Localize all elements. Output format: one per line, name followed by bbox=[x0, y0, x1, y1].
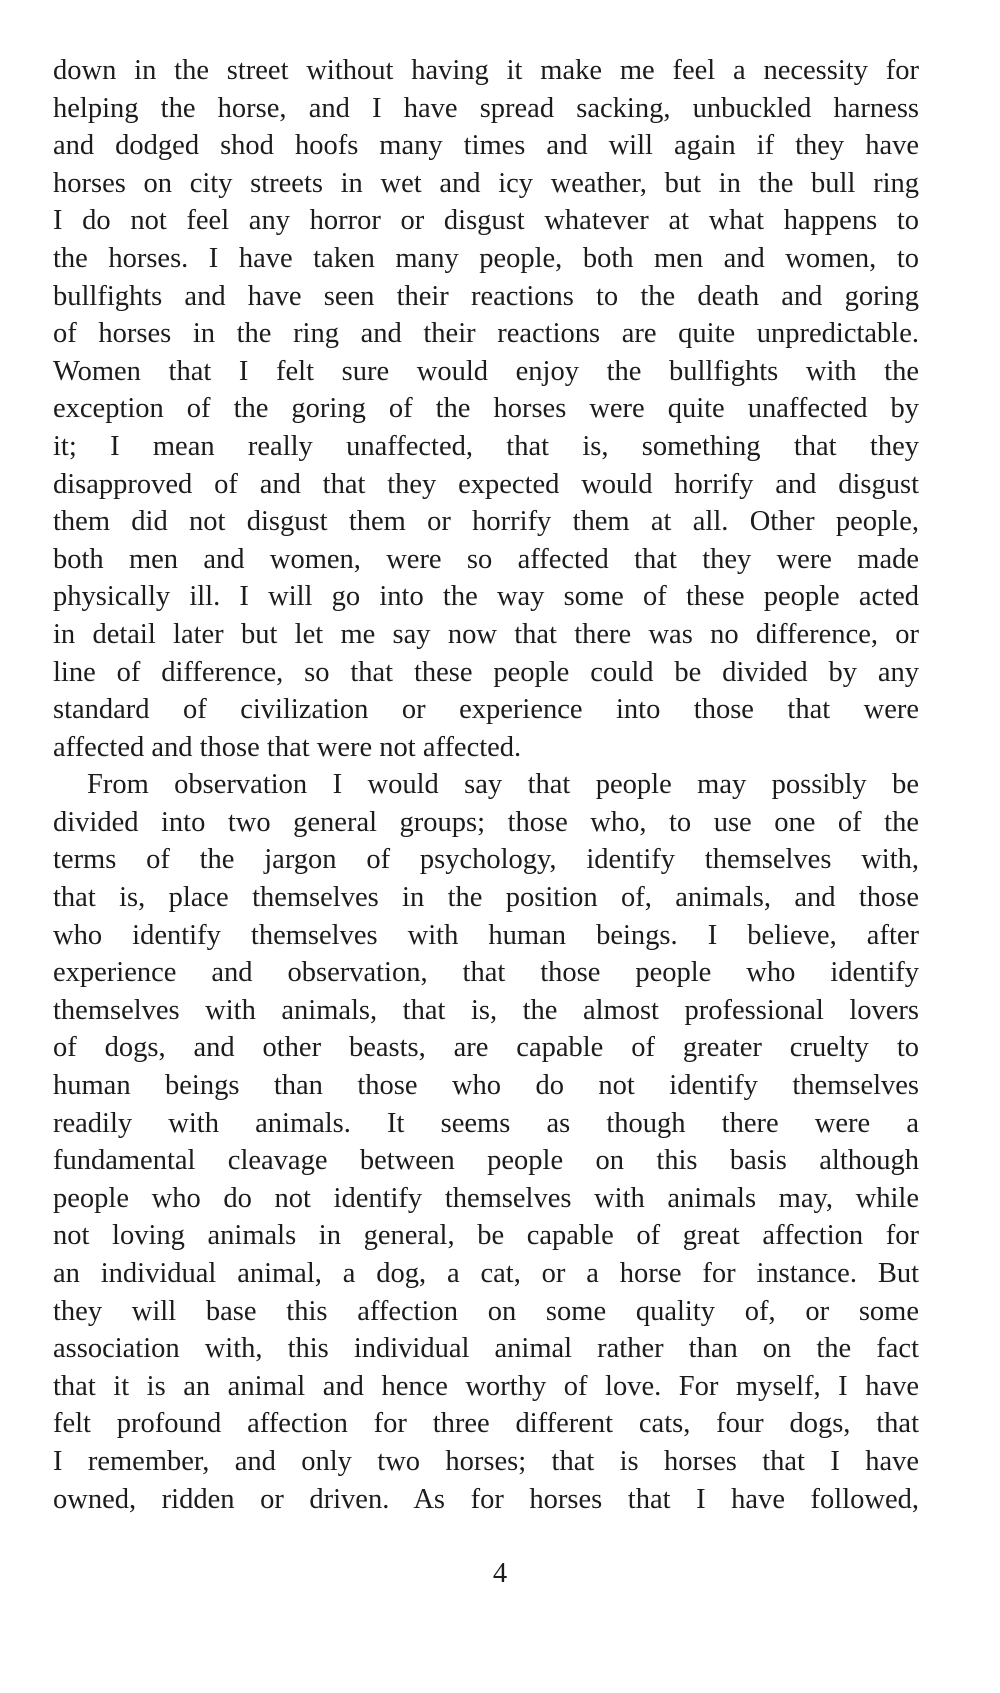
text-line: felt profound affection for three different cats, four dogs, that bbox=[53, 1408, 919, 1440]
text-line: horses on city streets in wet and icy weather, but in the bull ring bbox=[53, 167, 919, 199]
text-line: them did not disgust them or horrify them at all. Other people, bbox=[53, 506, 919, 538]
text-line: divided into two general groups; those who, to use one of the bbox=[53, 806, 919, 838]
text-line: association with, this individual animal rather than on the fact bbox=[53, 1333, 919, 1365]
text-line: themselves with animals, that is, the almost professional lovers bbox=[53, 994, 919, 1026]
text-line: owned, ridden or driven. As for horses that I have followed, bbox=[53, 1483, 919, 1515]
text-line: I do not feel any horror or disgust whatever at what happens to bbox=[53, 205, 919, 237]
text-line: of dogs, and other beasts, are capable of greater cruelty to bbox=[53, 1032, 919, 1064]
text-line: fundamental cleavage between people on this basis although bbox=[53, 1145, 919, 1177]
text-line: I remember, and only two horses; that is horses that I have bbox=[53, 1445, 919, 1477]
text-line: not loving animals in general, be capable of great affection for bbox=[53, 1220, 919, 1252]
text-line: readily with animals. It seems as though there were a bbox=[53, 1107, 919, 1139]
text-line: that it is an animal and hence worthy of love. For myself, I have bbox=[53, 1370, 919, 1402]
page-number: 4 bbox=[492, 1558, 508, 1589]
text-line: line of difference, so that these people could be divided by any bbox=[53, 656, 919, 688]
text-line: helping the horse, and I have spread sacking, unbuckled harness bbox=[53, 92, 919, 124]
text-line: and dodged shod hoofs many times and will again if they have bbox=[53, 130, 919, 162]
text-line: affected and those that were not affected. bbox=[53, 731, 522, 763]
text-line: who identify themselves with human beings. I believe, after bbox=[53, 919, 919, 951]
paragraph bbox=[53, 766, 919, 1518]
text-line: both men and women, were so affected that they were made bbox=[53, 543, 919, 575]
text-line: the horses. I have taken many people, both men and women, to bbox=[53, 242, 919, 274]
text-line: in detail later but let me say now that there was no difference, or bbox=[53, 618, 919, 650]
text-line: of horses in the ring and their reactions are quite unpredictable. bbox=[53, 318, 919, 350]
text-line: people who do not identify themselves with animals may, while bbox=[53, 1182, 919, 1214]
text-line: From observation I would say that people may possibly be bbox=[87, 769, 919, 801]
body-text bbox=[53, 52, 919, 1518]
text-line: Women that I felt sure would enjoy the bullfights with the bbox=[53, 355, 919, 387]
text-line: human beings than those who do not identify themselves bbox=[53, 1070, 919, 1102]
text-line: bullfights and have seen their reactions to the death and goring bbox=[53, 280, 919, 312]
paragraph bbox=[53, 52, 919, 766]
text-line: standard of civilization or experience into those that were bbox=[53, 694, 919, 726]
text-line: that is, place themselves in the position of, animals, and those bbox=[53, 882, 919, 914]
text-line: it; I mean really unaffected, that is, something that they bbox=[53, 430, 919, 462]
text-line: they will base this affection on some quality of, or some bbox=[53, 1295, 919, 1327]
text-line: exception of the goring of the horses were quite unaffected by bbox=[53, 393, 919, 425]
text-line: physically ill. I will go into the way some of these people acted bbox=[53, 581, 919, 613]
text-line: terms of the jargon of psychology, identify themselves with, bbox=[53, 844, 919, 876]
text-line: disapproved of and that they expected would horrify and disgust bbox=[53, 468, 919, 500]
text-line: an individual animal, a dog, a cat, or a horse for instance. But bbox=[53, 1258, 919, 1289]
text-line: experience and observation, that those people who identify bbox=[53, 957, 919, 989]
text-line: down in the street without having it make me feel a necessity for bbox=[53, 55, 919, 86]
